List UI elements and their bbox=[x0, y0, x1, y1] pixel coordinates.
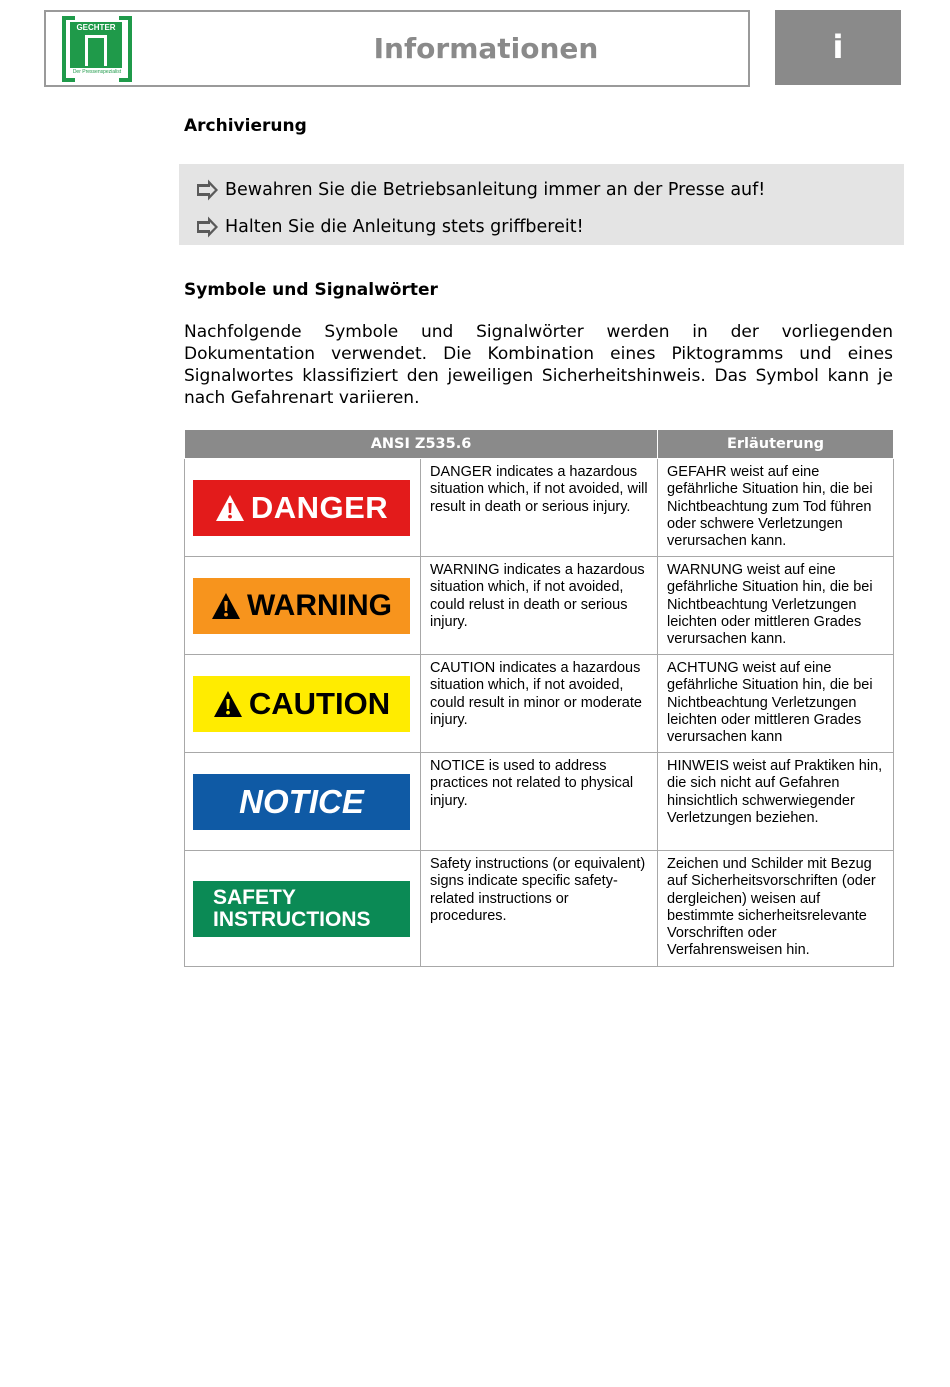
table-cell-de: Zeichen und Schilder mit Bezug auf Sicherheitsvorschriften (oder dergleichen) weisen auf bestimmte sicherheitsrelevante Vorschriften oder Verfahrensweisen hin. bbox=[658, 851, 894, 967]
notice-sign bbox=[193, 774, 410, 830]
info-badge bbox=[775, 10, 901, 85]
arrow-right-icon bbox=[195, 215, 219, 239]
caution-sign bbox=[193, 676, 410, 732]
archive-note-text: Bewahren Sie die Betriebsanleitung immer an der Presse auf! bbox=[225, 180, 766, 200]
symbols-intro: Nachfolgende Symbole und Signalwörter werden in der vorliegenden Dokumentation verwendet. Die Kombination eines Piktogramms und eines Signalwortes klassifiziert den jeweiligen Sicherheitshinweis. Das Symbol kann je nach Gefahrenart variieren. bbox=[184, 322, 893, 408]
warning-triangle-icon bbox=[215, 494, 245, 522]
page-title: Informationen bbox=[373, 32, 599, 65]
archive-note-text: Halten Sie die Anleitung stets griffbereit! bbox=[225, 217, 584, 237]
table-cell-en: DANGER indicates a hazardous situation which, if not avoided, will result in death or serious injury. bbox=[421, 459, 658, 557]
sign-cell bbox=[185, 557, 421, 655]
logo-block bbox=[70, 22, 122, 68]
table-row bbox=[185, 459, 894, 557]
info-badge-letter: i bbox=[832, 28, 844, 66]
sign-cell bbox=[185, 655, 421, 753]
table-row bbox=[185, 753, 894, 851]
company-logo bbox=[62, 16, 132, 82]
archive-note-2 bbox=[195, 215, 584, 239]
table-cell-en: CAUTION indicates a hazardous situation which, if not avoided, could result in minor or moderate injury. bbox=[421, 655, 658, 753]
safety-sign-line-2: INSTRUCTIONS bbox=[213, 907, 371, 931]
table-cell-de: HINWEIS weist auf Praktiken hin, die sich nicht auf Gefahren hinsichtlich schwerwiegender Verletzungen beziehen. bbox=[658, 753, 894, 851]
warning-sign bbox=[193, 578, 410, 634]
archive-heading: Archivierung bbox=[184, 116, 307, 136]
table-row bbox=[185, 655, 894, 753]
archive-note-box bbox=[179, 164, 904, 245]
table-cell-en: Safety instructions (or equivalent) signs indicate specific safety-related instructions or procedures. bbox=[421, 851, 658, 967]
sign-cell bbox=[185, 851, 421, 967]
sign-cell bbox=[185, 459, 421, 557]
logo-door-icon bbox=[85, 35, 107, 66]
table-header-row bbox=[185, 430, 894, 459]
arrow-right-icon bbox=[195, 178, 219, 202]
column-header-explanation: Erläuterung bbox=[658, 430, 894, 459]
table-cell-de: WARNUNG weist auf eine gefährliche Situation hin, die bei Nichtbeachtung Verletzungen leichten oder mittleren Grades verursachen kann. bbox=[658, 557, 894, 655]
safety-sign-line-1: SAFETY bbox=[213, 885, 296, 909]
table-cell-en: NOTICE is used to address practices not related to physical injury. bbox=[421, 753, 658, 851]
logo-text: GECHTER bbox=[76, 23, 116, 32]
symbols-heading: Symbole und Signalwörter bbox=[184, 280, 438, 300]
table-cell-de: ACHTUNG weist auf eine gefährliche Situation hin, die bei Nichtbeachtung Verletzungen leichten oder mittleren Grades verursachen kann bbox=[658, 655, 894, 753]
caution-sign-label: CAUTION bbox=[248, 685, 391, 721]
warning-sign-label: WARNING bbox=[247, 588, 392, 622]
table-row bbox=[185, 851, 894, 967]
column-header-ansi: ANSI Z535.6 bbox=[185, 430, 658, 459]
header-frame bbox=[44, 10, 750, 87]
danger-sign bbox=[193, 480, 410, 536]
warning-triangle-icon bbox=[211, 592, 241, 620]
table-cell-en: WARNING indicates a hazardous situation which, if not avoided, could relust in death or serious injury. bbox=[421, 557, 658, 655]
logo-tagline: Der Pressenspezialist bbox=[72, 69, 122, 75]
table-cell-de: GEFAHR weist auf eine gefährliche Situation hin, die bei Nichtbeachtung zum Tod führen oder schwere Verletzungen verursachen kann. bbox=[658, 459, 894, 557]
sign-cell bbox=[185, 753, 421, 851]
notice-sign-label: NOTICE bbox=[239, 782, 364, 820]
signal-word-table bbox=[184, 429, 894, 967]
table-row bbox=[185, 557, 894, 655]
warning-triangle-icon bbox=[213, 690, 243, 718]
danger-sign-label: DANGER bbox=[250, 489, 389, 525]
archive-note-1 bbox=[195, 178, 765, 202]
safety-instructions-sign bbox=[193, 881, 410, 937]
